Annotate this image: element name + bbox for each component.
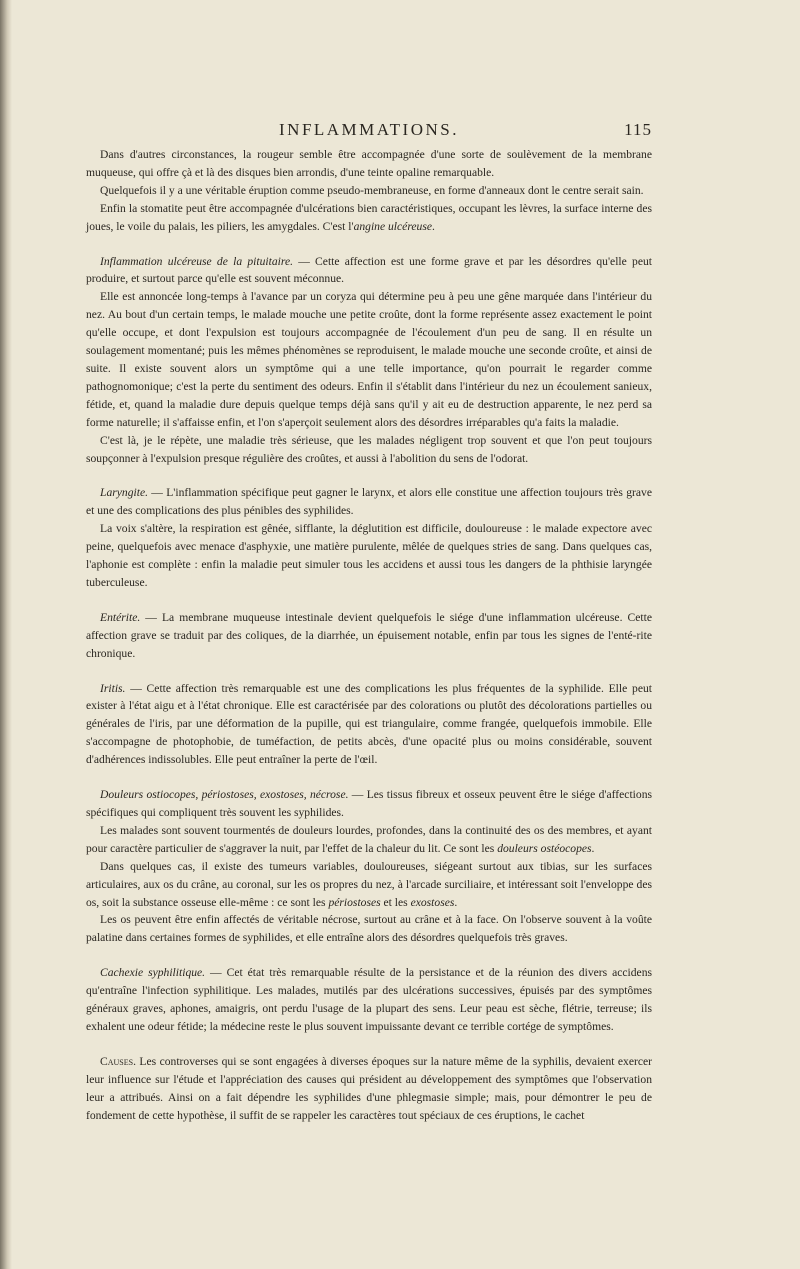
section-laryngite: [86, 484, 652, 520]
book-page: [86, 118, 652, 1125]
section-cachexie: [86, 964, 652, 1036]
italic-term: périostoses: [328, 895, 381, 909]
section-douleurs: [86, 786, 652, 822]
section-text: — Cet état très remarquable résulte de la persistance et de la réunion des divers accidens qu'entraîne l'infection syphilitique. Les malades, mutilés par des ulcérations successives, épuisés par des symptômes généraux graves, aphones, amaigris, ont perdu l'usage de la plupart des sens. Leur peau est sèche, flétrie, terreuse; ils exhalent une odeur fétide; la médecine reste le plus souvent impuissante devant ce terrible cortége de symptômes.: [86, 966, 653, 1033]
paragraph: Les os peuvent être enfin affectés de véritable nécrose, surtout au crâne et à la face. On l'observe souvent à la voûte palatine dans certaines formes de syphilides, et elle entraîne alors des désordres quelquefois très graves.: [86, 913, 652, 945]
page-number: 115: [624, 120, 652, 139]
page-edge-shadow: [0, 0, 12, 1269]
paragraph: La voix s'altère, la respiration est gênée, sifflante, la déglutition est difficile, douloureuse : le malade expectore avec peine, quelquefois avec menace d'asphyxie, une matière purulente, mêlée de quelques stries de sang. Dans quelques cas, l'aphonie est complète : enfin la maladie peut simuler tous les accidens et aussi tous les dangers de la phthisie laryngée tuberculeuse.: [86, 522, 652, 589]
section-iritis: [86, 680, 652, 770]
paragraph-text: Les malades sont souvent tourmentés de douleurs lourdes, profondes, dans la continuité des os des membres, et ayant pour caractère particulier de s'aggraver la nuit, par l'effet de la chaleur du lit. Ce sont les: [86, 823, 652, 855]
section-text: — La membrane muqueuse intestinale devient quelquefois le siége d'une inflammation ulcéreuse. Cette affection grave se traduit par des coliques, de la diarrhée, un épuisement notable, enfin par tous les signes de l'enté-rite chronique.: [86, 610, 652, 660]
section-title: Entérite.: [100, 610, 141, 624]
paragraph-text: Enfin la stomatite peut être accompagnée d'ulcérations bien caractéristiques, occupant les lèvres, la surface interne des joues, le voile du palais, les piliers, les amygdales. C'est l': [86, 201, 652, 233]
section-title: Iritis.: [100, 681, 126, 695]
section-enterite: [86, 609, 652, 663]
section-pituitaire: [86, 253, 652, 289]
section-text: Les controverses qui se sont engagées à diverses époques sur la nature même de la syphilis, devaient exercer leur influence sur l'étude et l'appréciation des causes qui président au développement des symptômes que l'observation leur a attribués. Ainsi on a fait dépendre les syphilides d'une phlegmasie simple; mais, pour démontrer le peu de fondement de cette hypothèse, il suffit de se rappeler les caractères tout spéciaux de ces éruptions, le cachet: [86, 1054, 652, 1122]
paragraph-text: et les: [380, 895, 411, 909]
paragraph: [86, 858, 652, 912]
paragraph-text: .: [454, 895, 458, 909]
paragraph: [86, 822, 652, 858]
section-title: Cachexie syphilitique.: [100, 966, 206, 980]
section-text: — Les tissus fibreux et osseux peuvent être le siége d'affections spécifiques qui compliquent très souvent les syphilides.: [86, 788, 653, 819]
section-title: Douleurs ostiocopes, périostoses, exostoses, nécrose.: [100, 788, 349, 802]
section-causes: [86, 1053, 652, 1125]
section-text: — L'inflammation spécifique peut gagner le larynx, et alors elle constitue une affection toujours très grave et une des complications des plus pénibles des syphilides.: [86, 486, 652, 518]
paragraph-text: Dans quelques cas, il existe des tumeurs variables, douloureuses, siégeant surtout aux tibias, sur les surfaces articulaires, aux os du crâne, au coronal, sur les os propres du nez, à l'arcade surciliaire, et intéressant soit l'enveloppe des os, soit la substance osseuse elle-même : ce sont les: [86, 859, 652, 909]
paragraph: [86, 200, 652, 236]
section-text: — Cette affection très remarquable est une des complications les plus fréquentes de la syphilide. Elle peut exister à l'état aigu et à l'état chronique. Elle est caractérisée par des colorations ou plutôt des décolorations partielles ou générales de l'iris, par une déformation de la pupille, qui est triangulaire, comme frangée, quelquefois immobile. Elle s'accompagne de photophobie, de tuméfaction, de petits abcès, d'une opacité plus ou moins considérable, souvent d'adhérences indissolubles. Elle peut entraîner la perte de l'œil.: [86, 681, 652, 767]
section-text: — Cette affection est une forme grave et par les désordres qu'elle peut produire, et surtout parce qu'elle est souvent méconnue.: [86, 254, 652, 286]
paragraph: Elle est annoncée long-temps à l'avance par un coryza qui détermine peu à peu une gêne marquée dans l'intérieur du nez. Au bout d'un certain temps, le malade mouche une petite croûte, dont la forme représente assez exactement le point qu'elle occupe, et dont l'expulsion est toujours accompagnée de l'écoulement d'un peu de sang. Il en résulte un soulagement momentané; puis les mêmes phénomènes se reproduisent, le malade mouche une seconde croûte, et ainsi de suite. Il existe souvent alors un symptôme qui a une telle importance, qu'on pourrait le regarder comme pathognomonique; c'est la perte du sentiment des odeurs. Enfin il s'établit dans l'intérieur du nez un écoulement sanieux, fétide, et, quand la maladie dure depuis quelque temps déjà sans qu'il y ait eu de destruction apparente, le nez perd sa forme naturelle; il s'affaisse enfin, et l'on s'aperçoit seulement alors des désordres irréparables qu'a faits la maladie.: [86, 290, 652, 429]
paragraph: Dans d'autres circonstances, la rougeur semble être accompagnée d'une sorte de soulèvement de la membrane muqueuse, qui offre çà et là des disques bien arrondis, d'une teinte opaline remarquable.: [86, 148, 652, 179]
italic-term: douleurs ostéocopes: [497, 841, 592, 855]
page-header: [86, 118, 652, 146]
italic-term: exostoses: [410, 895, 455, 909]
section-title: Inflammation ulcéreuse de la pituitaire.: [100, 254, 293, 268]
paragraph: Quelquefois il y a une véritable éruption comme pseudo-membraneuse, en forme d'anneaux dont le centre serait sain.: [100, 183, 644, 197]
section-title: Laryngite.: [100, 486, 148, 500]
paragraph: C'est là, je le répète, une maladie très sérieuse, que les malades négligent trop souvent et que l'on peut toujours soupçonner à l'expulsion presque régulière des croûtes, et aussi à l'abolition du sens de l'odorat.: [86, 433, 652, 465]
running-title: INFLAMMATIONS.: [279, 120, 459, 139]
italic-term: angine ulcéreuse: [353, 219, 433, 233]
paragraph-text: .: [432, 219, 435, 233]
paragraph-text: .: [591, 841, 595, 855]
section-title: Causes.: [100, 1054, 136, 1068]
